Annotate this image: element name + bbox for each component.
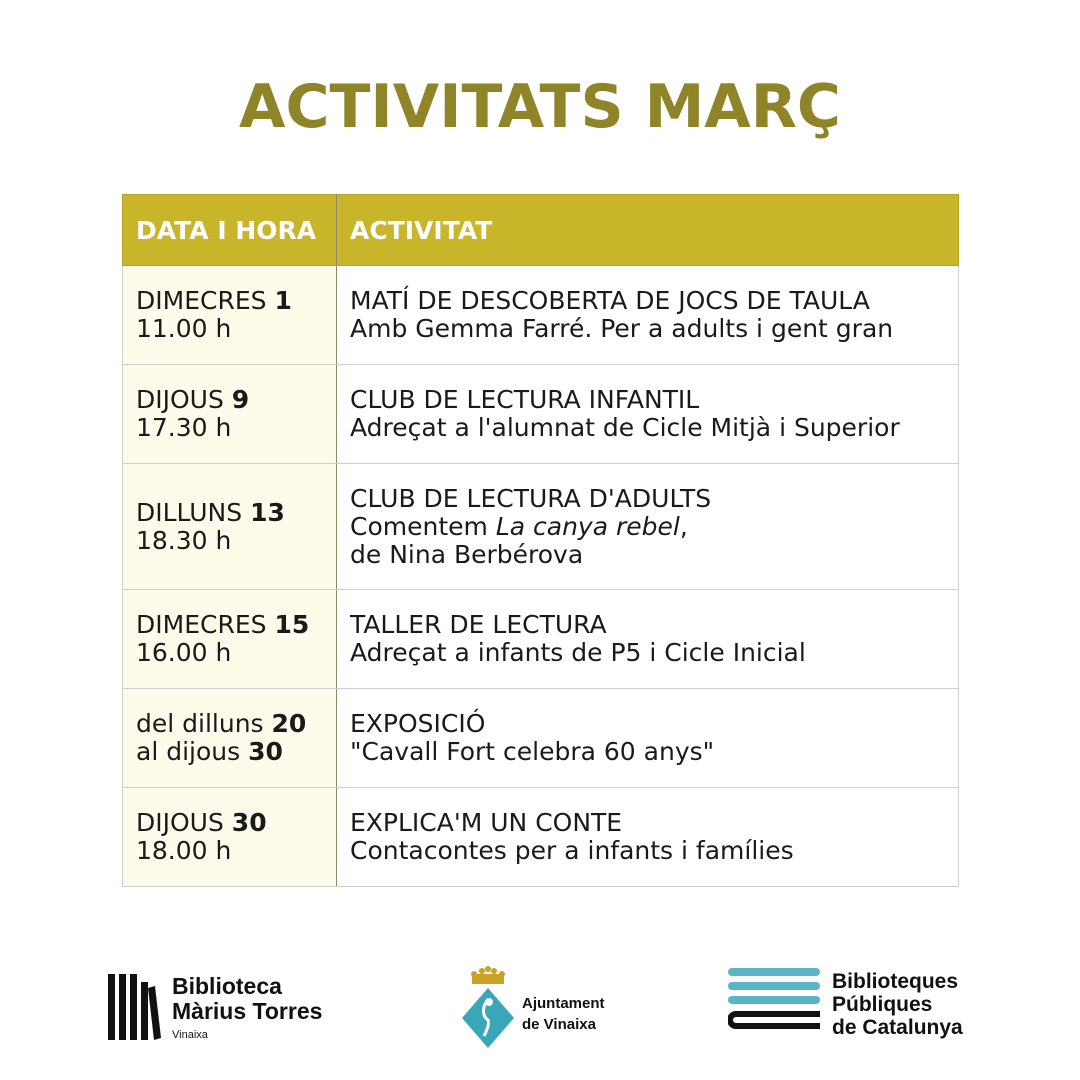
date-cell	[123, 365, 337, 464]
date-time: 18.00 h	[136, 836, 232, 865]
date-number: 30	[231, 808, 267, 837]
table-header-row	[123, 195, 959, 266]
activity-cell	[337, 266, 959, 365]
date-number: 1	[274, 286, 292, 315]
book-title: La canya rebel	[495, 512, 680, 541]
date-day: DILLUNS	[136, 498, 251, 527]
bpc-line2: Públiques	[832, 993, 933, 1016]
date-day: DIMECRES	[136, 286, 275, 315]
date-cell	[123, 590, 337, 689]
table-row	[123, 365, 959, 464]
date-number: 13	[250, 498, 285, 527]
open-book-icon	[728, 968, 824, 1034]
ajuntament-line1: Ajuntament	[522, 995, 605, 1012]
bpc-name	[832, 970, 963, 1039]
biblioteca-line2: Màrius Torres	[172, 998, 323, 1024]
date-day: DIJOUS	[136, 808, 232, 837]
date-day: DIMECRES	[136, 610, 275, 639]
activity-desc-author: de Nina Berbérova	[350, 540, 584, 569]
activity-cell	[337, 365, 959, 464]
date-number: 20	[271, 709, 307, 738]
biblioteca-marius-torres-logo	[108, 973, 323, 1044]
ajuntament-name	[522, 993, 605, 1035]
date-number: 9	[231, 385, 250, 414]
activity-cell	[337, 788, 959, 887]
activity-title: EXPOSICIÓ	[350, 709, 486, 738]
date-number: 15	[274, 610, 310, 639]
biblioteca-name	[172, 974, 322, 1024]
activity-desc: Adreçat a l'alumnat de Cicle Mitjà i Superior	[350, 413, 900, 442]
activity-title: CLUB DE LECTURA INFANTIL	[350, 385, 700, 414]
activity-desc: Contacontes per a infants i famílies	[350, 836, 794, 865]
date-day: del dilluns	[136, 709, 272, 738]
date-cell	[123, 464, 337, 590]
table-row	[123, 689, 959, 788]
date-cell	[123, 266, 337, 365]
activity-cell	[337, 689, 959, 788]
biblioteques-publiques-logo	[728, 968, 963, 1039]
page-title: ACTIVITATS MARÇ	[239, 72, 841, 142]
date-end	[136, 738, 328, 766]
date-day: DIJOUS	[136, 385, 232, 414]
activity-title: CLUB DE LECTURA D'ADULTS	[350, 484, 712, 513]
date-cell	[123, 788, 337, 887]
biblioteca-line1: Biblioteca	[172, 973, 282, 999]
biblioteca-place: Vinaixa	[172, 1029, 208, 1041]
bpc-line3: de Catalunya	[832, 1016, 963, 1039]
header-activity: ACTIVITAT	[337, 195, 959, 266]
coat-of-arms-icon	[460, 966, 516, 1050]
activity-cell	[337, 464, 959, 590]
activity-cell	[337, 590, 959, 689]
date-end-prefix: al dijous	[136, 737, 249, 766]
activity-desc-text: Comentem	[350, 512, 496, 541]
activity-title: MATÍ DE DESCOBERTA DE JOCS DE TAULA	[350, 286, 870, 315]
bpc-line1: Biblioteques	[832, 970, 959, 993]
ajuntament-vinaixa-logo	[460, 966, 605, 1054]
activity-desc	[350, 513, 950, 541]
date-time: 18.30 h	[136, 526, 232, 555]
table-row	[123, 464, 959, 590]
ajuntament-line2: de Vinaixa	[522, 1016, 596, 1033]
header-date: DATA I HORA	[123, 195, 337, 266]
activity-title: EXPLICA'M UN CONTE	[350, 808, 623, 837]
date-cell	[123, 689, 337, 788]
date-end-number: 30	[248, 737, 283, 766]
activity-desc: Adreçat a infants de P5 i Cicle Inicial	[350, 638, 806, 667]
activities-table	[122, 194, 959, 887]
footer-logos	[0, 960, 1080, 1060]
books-icon	[108, 974, 164, 1040]
activity-desc: Amb Gemma Farré. Per a adults i gent gran	[350, 314, 894, 343]
table-row	[123, 788, 959, 887]
table-row	[123, 266, 959, 365]
activity-desc-comma: ,	[679, 512, 688, 541]
table-row	[123, 590, 959, 689]
date-time: 16.00 h	[136, 638, 232, 667]
date-time: 11.00 h	[136, 314, 232, 343]
date-time: 17.30 h	[136, 413, 232, 442]
activity-desc: "Cavall Fort celebra 60 anys"	[350, 737, 715, 766]
activity-title: TALLER DE LECTURA	[350, 610, 607, 639]
